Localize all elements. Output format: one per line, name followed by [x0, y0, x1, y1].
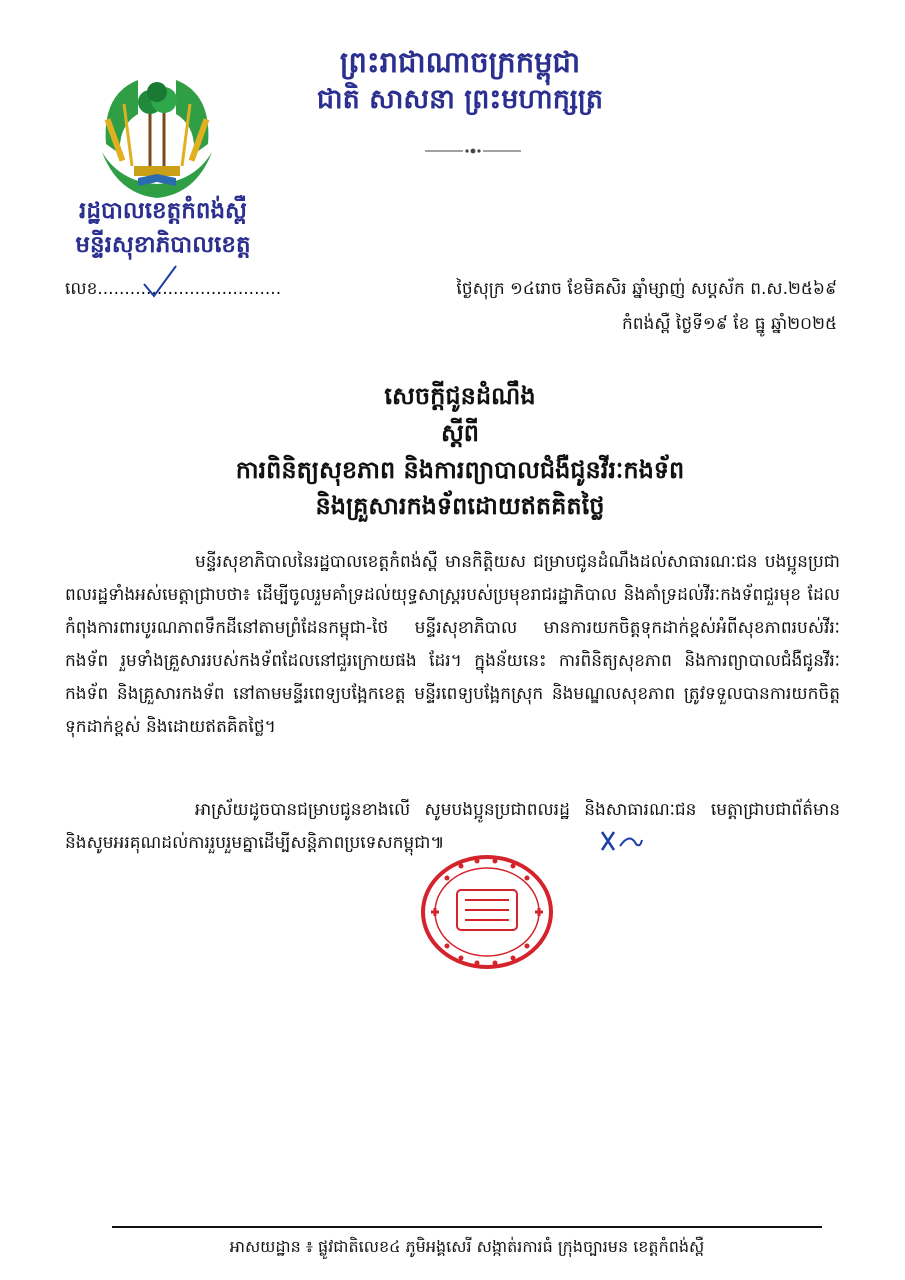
title-subject-line-2: និងគ្រួសារកងទ័ពដោយឥតគិតថ្លៃ: [315, 492, 605, 520]
provincial-logo-icon: [98, 74, 216, 202]
title-subject-line-1: ការពិនិត្យសុខភាព និងការព្យាបាលជំងឺជូនវីរៈកងទ័ព: [235, 456, 685, 484]
reference-number: លេខ..................................: [65, 279, 282, 299]
national-motto: ជាតិ សាសនា ព្រះមហាក្សត្រ: [316, 84, 604, 115]
footer-address: អាសយដ្ឋាន ៖ ផ្លូវជាតិលេខ៤ ភូមិអង្គសេរី សង្កាត់រការធំ ក្រុងច្បារមន ខេត្តកំពង់ស្ពឺ: [229, 1237, 705, 1256]
document-title: សេចក្តីជូនដំណឹង: [384, 382, 536, 410]
kingdom-heading: ព្រះរាជាណាចក្រកម្ពុជា: [339, 45, 581, 79]
official-seal-icon: [417, 852, 557, 972]
handwritten-mark-icon: [596, 828, 644, 854]
solar-date: កំពង់ស្ពឺ ថ្ងៃទី១៩ ខែ ធ្នូ ឆ្នាំ២០២៥: [621, 314, 837, 334]
ornament-divider-icon: [425, 146, 521, 156]
footer-divider: [112, 1226, 822, 1228]
checkmark-icon: [140, 262, 180, 302]
body-paragraph-1: មន្ទីរសុខាភិបាលនៃរដ្ឋបាលខេត្តកំពង់ស្ពឺ មានកិត្តិយស ជម្រាបជូនដំណឹងដល់សាធារណៈជន បងប្អូនប្រជាពលរដ្ឋទាំងអស់មេត្តាជ្រាបថា៖ ដើម្បីចូលរួមគាំទ្រដល់យុទ្ធសាស្ត្ររបស់ប្រមុខរាជរដ្ឋាភិបាល និងគាំទ្រដល់វីរៈកងទ័ពជួរមុខ ដែលកំពុងការពារបូរណភាពទឹកដីនៅតាមព្រំដែនកម្ពុជា-ថៃ មន្ទីរសុខាភិបាល មានការយកចិត្តទុកដាក់ខ្ពស់អំពីសុខភាពរបស់វីរៈកងទ័ព រួមទាំងគ្រួសាររបស់កងទ័ពដែលនៅជួរក្រោយផង ដែរ។ ក្នុងន័យនេះ ការពិនិត្យសុខភាព និងការព្យាបាលជំងឺជូនវីរៈកងទ័ព និងគ្រួសារកងទ័ព នៅតាមមន្ទីរពេទ្យបង្អែកខេត្ត មន្ទីរពេទ្យបង្អែកស្រុក និងមណ្ឌលសុខភាព ត្រូវទទួលបានការយកចិត្តទុកដាក់ខ្ពស់ និងដោយឥតគិតថ្លៃ។: [65, 552, 840, 737]
lunar-date: ថ្ងៃសុក្រ ១៤រោច ខែមិគសិរ ឆ្នាំម្សាញ់ សប្តស័ក ព.ស.២៥៦៩: [456, 279, 837, 299]
title-regarding: ស្តីពី: [440, 419, 480, 447]
issuer-administration: រដ្ឋបាលខេត្តកំពង់ស្ពឺ: [79, 198, 247, 224]
body-paragraph-2: អាស្រ័យដូចបានជម្រាបជូនខាងលើ សូមបងប្អូនប្រជាពលរដ្ឋ និងសាធារណៈជន មេត្តាជ្រាបជាព័ត៌មាន និងសូមអរគុណដល់ការរួបរួមគ្នាដើម្បីសន្តិភាពប្រទេសកម្ពុជា៕: [65, 800, 840, 853]
issuer-department: មន្ទីរសុខាភិបាលខេត្ត: [75, 232, 251, 258]
